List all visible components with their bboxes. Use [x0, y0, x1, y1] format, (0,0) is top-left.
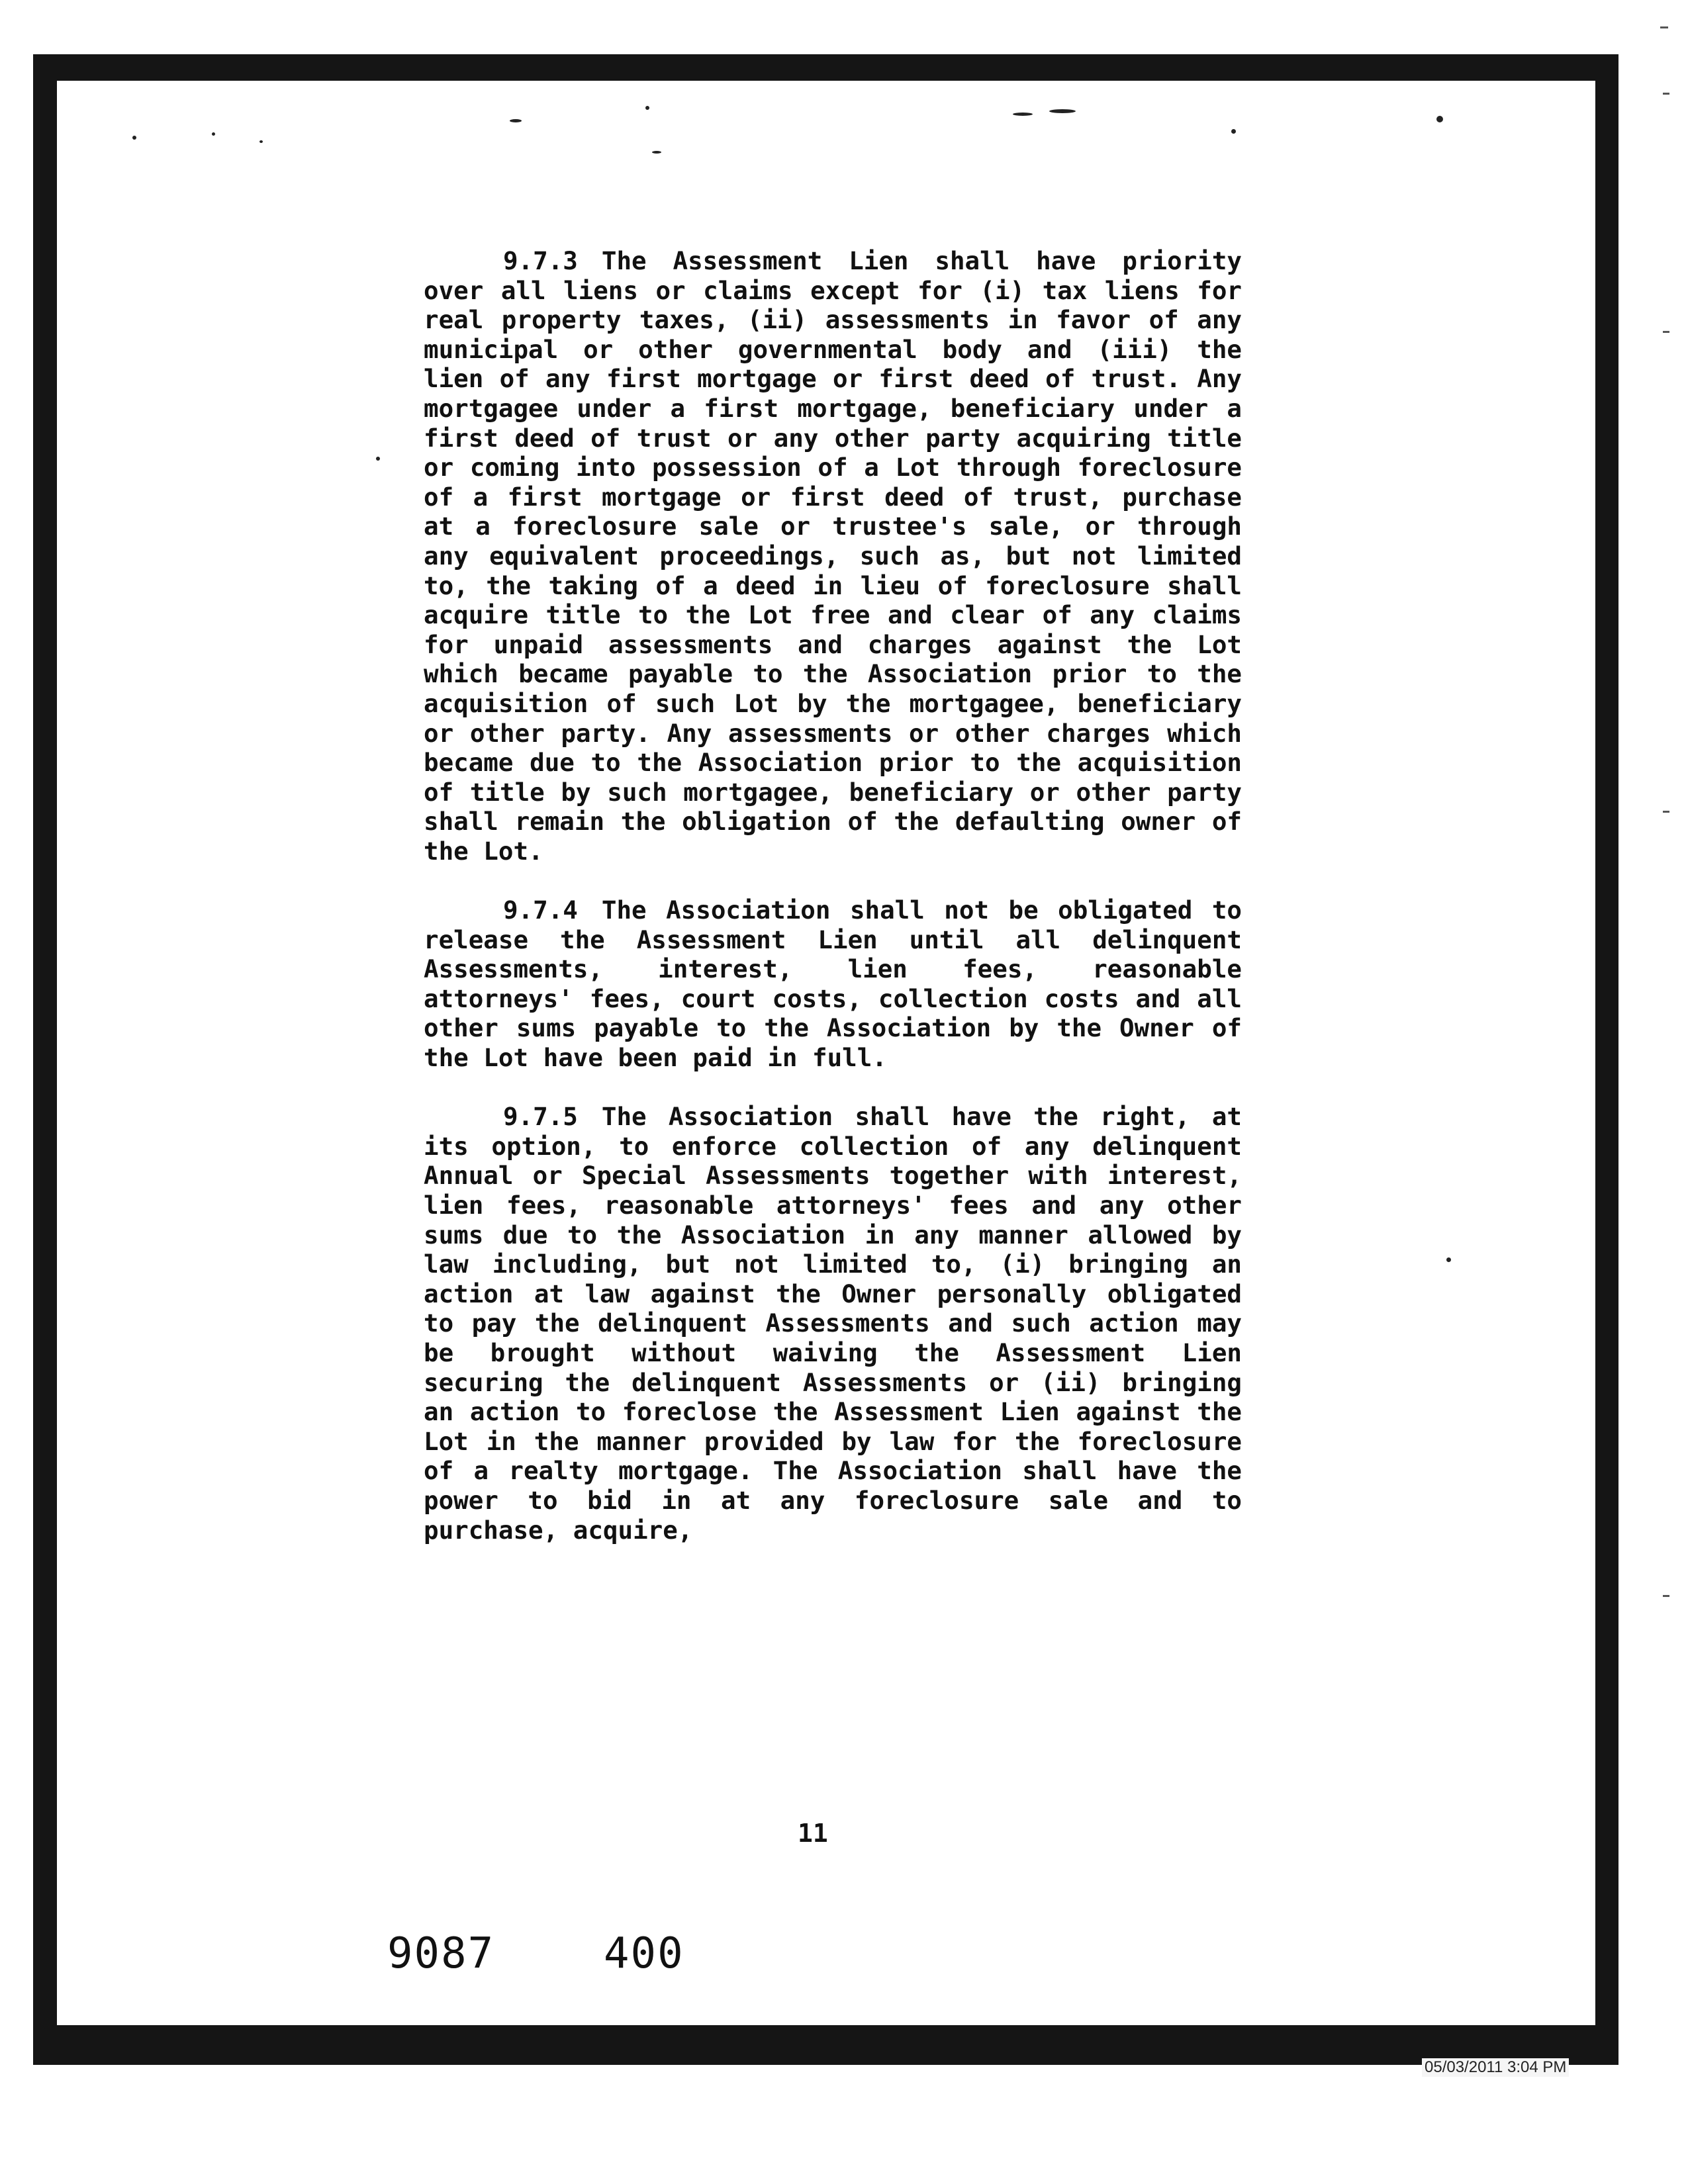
scan-speck — [652, 151, 661, 154]
paragraph-text: The Association shall have the right, at its option, to enforce collection of any delinquent Annual or Special Assessments together with interest, lien fees, reasonable attorneys' fees and any other sums due to the Association in any manner allowed by law including, but not limited to, (i) bringing an action at law against the Owner personally obligated to pay the delinquent Assessments and such action may be brought without waiving the Assessment Lien securing the delinquent Assessments or (ii) bringing an action to foreclose the Assessment Lien against the Lot in the manner provided by law for the foreclosure of a realty mortgage. The Association shall have the power to bid in at any foreclosure sale and to purchase, acquire, — [424, 1102, 1242, 1545]
margin-mark — [1663, 1595, 1669, 1597]
margin-mark — [1660, 26, 1668, 28]
scan-speck — [212, 132, 215, 136]
paragraph-text: The Association shall not be obligated to release the Assessment Lien until all delinquent Assessments, interest, lien fees, reasonable attorneys' fees, court costs, collection costs and all other sums payable to the Association by the Owner of the Lot have been paid in full. — [424, 895, 1242, 1073]
paragraph-9-7-4 — [424, 895, 1242, 1073]
document-body — [424, 246, 1242, 1574]
recording-page-number: 400 — [604, 1929, 684, 1978]
scan-speck — [1049, 109, 1076, 113]
margin-mark — [1663, 811, 1669, 813]
scan-speck — [510, 119, 522, 122]
scan-timestamp: 05/03/2011 3:04 PM — [1422, 2058, 1569, 2077]
scan-speck — [1013, 113, 1033, 116]
page-number: 11 — [798, 1819, 828, 1848]
paragraph-9-7-5 — [424, 1102, 1242, 1545]
recording-book-number: 9087 — [387, 1929, 495, 1978]
scan-speck — [132, 136, 136, 140]
section-number: 9.7.4 — [503, 895, 578, 925]
paragraph-text: The Assessment Lien shall have priority over all liens or claims except for (i) tax liens for real property taxes, (ii) assessments in favor of any municipal or other governmental body and (iii) the lien of any first mortgage or first deed of trust. Any mortgagee under a first mortgage, beneficiary under a first deed of trust or any other party acquiring title or coming into possession of a Lot through foreclosure of a first mortgage or first deed of trust, purchase at a foreclosure sale or trustee's sale, or through any equivalent proceedings, such as, but not limited to, the taking of a deed in lieu of foreclosure shall acquire title to the Lot free and clear of any claims for unpaid assessments and charges against the Lot which became payable to the Association prior to the acquisition of such Lot by the mortgagee, beneficiary or other party. Any assessments or other charges which became due to the Association prior to the acquisition of title by such mortgagee, beneficiary or other party shall remain the obligation of the defaulting owner of the Lot. — [424, 246, 1242, 866]
section-number: 9.7.5 — [503, 1102, 578, 1132]
scan-speck — [376, 457, 380, 461]
paragraph-9-7-3 — [424, 246, 1242, 866]
section-number: 9.7.3 — [503, 246, 578, 275]
margin-mark — [1663, 93, 1669, 95]
scan-speck — [1231, 129, 1236, 134]
scan-speck — [259, 140, 263, 143]
scan-speck — [1436, 116, 1443, 122]
scan-speck — [645, 106, 649, 110]
margin-mark — [1663, 331, 1669, 333]
scan-speck — [1446, 1257, 1451, 1262]
